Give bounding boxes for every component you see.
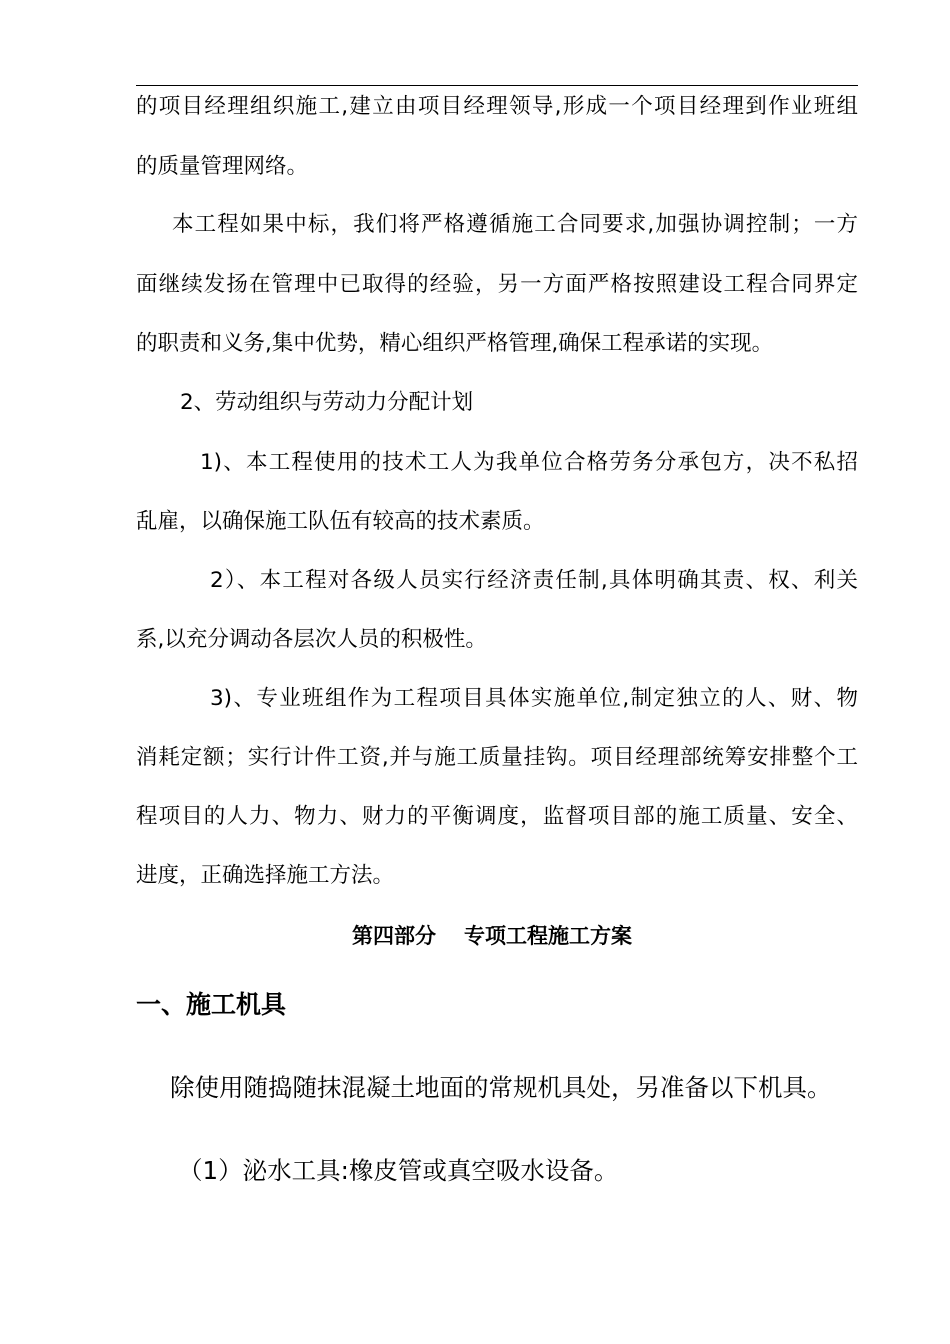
paragraph-line: 本工程如果中标，我们将严格遵循施工合同要求,加强协调控制；一方 [172,212,858,237]
paragraph-line: 的项目经理组织施工,建立由项目经理领导,形成一个项目经理到作业班组 [136,94,858,119]
tool-item: （1）泌水工具:橡皮管或真空吸水设备。 [178,1156,619,1185]
part-title-number: 第四部分 [352,924,436,948]
paragraph-line: 程项目的人力、物力、财力的平衡调度，监督项目部的施工质量、安全、 [136,804,858,829]
header-rule [136,85,858,86]
paragraph-line: 2）、本工程对各级人员实行经济责任制,具体明确其责、权、利关 [210,568,858,593]
paragraph-line: 1)、本工程使用的技术工人为我单位合格劳务分承包方，决不私招 [200,450,858,475]
paragraph-line: 3)、专业班组作为工程项目具体实施单位,制定独立的人、财、物 [210,686,858,711]
part-title-name: 专项工程施工方案 [464,924,632,948]
part-title [0,922,950,950]
paragraph-line: 乱雇，以确保施工队伍有较高的技术素质。 [136,509,545,534]
paragraph-line: 的质量管理网络。 [136,154,309,179]
section-intro: 除使用随捣随抹混凝土地面的常规机具处，另准备以下机具。 [170,1073,832,1102]
subheading-labor: 2、劳动组织与劳动力分配计划 [180,390,474,415]
paragraph-line: 进度，正确选择施工方法。 [136,863,395,888]
paragraph-line: 系,以充分调动各层次人员的积极性。 [136,627,487,652]
paragraph-line: 的职责和义务,集中优势，精心组织严格管理,确保工程承诺的实现。 [136,331,774,356]
paragraph-line: 面继续发扬在管理中已取得的经验，另一方面严格按照建设工程合同界定 [136,272,858,297]
section-heading: 一、施工机具 [136,990,287,1019]
paragraph-line: 消耗定额；实行计件工资,并与施工质量挂钩。项目经理部统筹安排整个工 [136,745,858,770]
